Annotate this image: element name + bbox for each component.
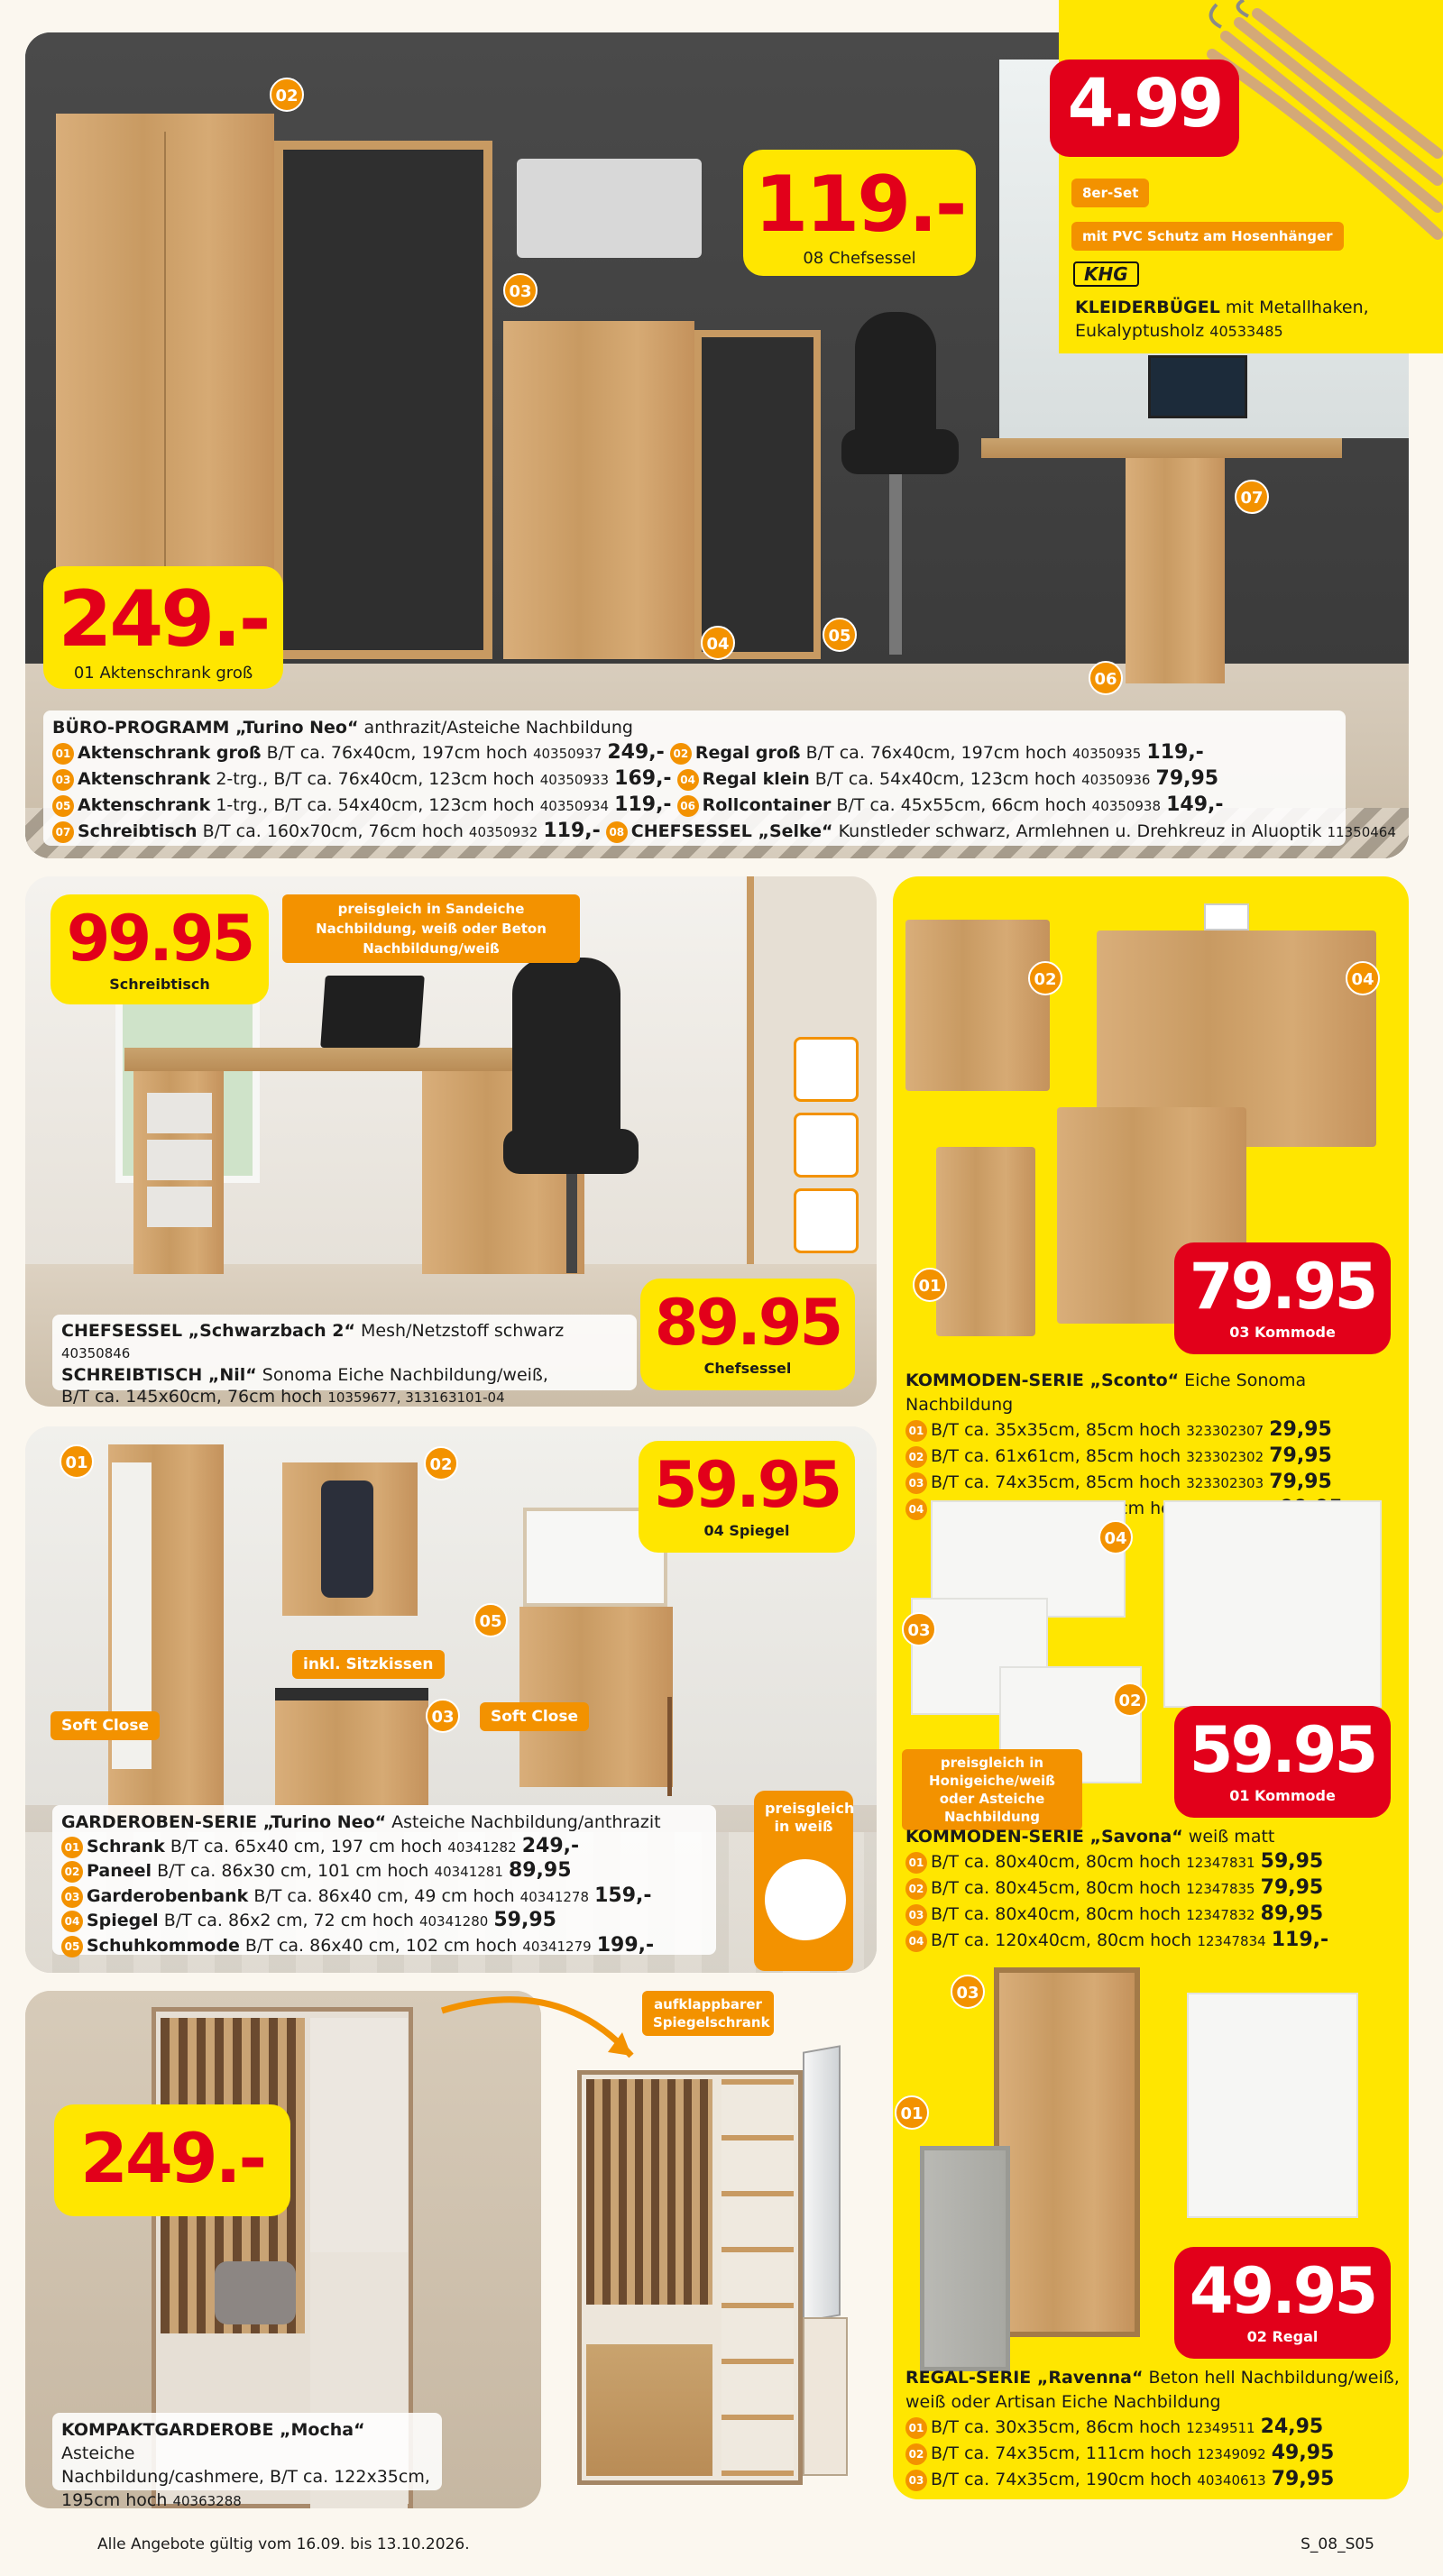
marker-savona-03: 03 (902, 1612, 936, 1646)
price-chefsessel-2: 89.95 (654, 1286, 841, 1360)
marker-garderobe-05: 05 (473, 1603, 508, 1637)
brand-khg: KHG (1073, 261, 1139, 287)
caption-chefsessel-2: Chefsessel (703, 1360, 792, 1377)
caption-sconto: 03 Kommode (1229, 1324, 1336, 1341)
marker-sconto-04: 04 (1346, 961, 1380, 995)
marker-garderobe-03: 03 (426, 1699, 460, 1733)
kommoden-panel (893, 876, 1409, 2499)
price-tag-chefsessel-2 (640, 1279, 855, 1390)
marker-05: 05 (823, 618, 857, 652)
savona-description: KOMMODEN-SERIE „Savona“ weiß matt 01 B/T ca. 80x40cm, 80cm hoch 12347831 59,95 02 B/T ca. 80x45cm, 80cm hoch 12347835 79,95 03 B/T ca. 80x40cm, 80cm hoch 12347832 89,95 04 B/T ca. 120x40cm, 80cm hoch 12347834 119,- (905, 1827, 1329, 1951)
caption-spiegel: 04 Spiegel (703, 1522, 790, 1539)
price-sconto: 79.95 (1189, 1250, 1376, 1324)
price-mocha: 249.- (79, 2118, 265, 2198)
badge-preisgleich-weiss-text: preisgleich in weiß (765, 1800, 855, 1835)
hanger-panel (1059, 0, 1443, 353)
badge-spiegelschrank: aufklappbarer Spiegelschrank (642, 1991, 774, 2036)
price-schreibtisch: 99.95 (66, 902, 253, 976)
color-swatch-white (765, 1859, 846, 1940)
marker-ravenna-01: 01 (895, 2095, 929, 2130)
marker-02: 02 (270, 78, 304, 112)
office-row: 03 Aktenschrank 2-trg., B/T ca. 76x40cm, 123cm hoch 40350933 169,- 04 Regal klein B/T ca. 54x40cm, 123cm hoch 40350936 79,95 (52, 766, 1337, 793)
chair-detail-2 (794, 1113, 859, 1178)
badge-preisgleich-savona: preisgleich in Honigeiche/weiß oder Asteiche Nachbildung (902, 1749, 1082, 1830)
marker-sconto-02: 02 (1028, 961, 1062, 995)
badge-soft-close-2: Soft Close (480, 1702, 589, 1731)
garderobe-panel (25, 1426, 877, 1973)
price-tag-ravenna (1174, 2247, 1391, 2359)
mocha-open-wardrobe (559, 1984, 875, 2516)
marker-ravenna-03: 03 (951, 1975, 985, 2009)
garderobe-description: GARDEROBEN-SERIE „Turino Neo“ Asteiche Nachbildung/anthrazit 01 Schrank B/T ca. 65x40 cm, 197 cm hoch 40341282 249,- 02 Paneel B/T ca. 86x30 cm, 101 cm hoch 40341281 89,95 03 Garderobenbank B/T ca. 86x40 cm, 49 cm hoch 40341278 159,- 04 Spiegel B/T ca. 86x2 cm, 72 cm hoch 40341280 59,95 05 Schuhkommode B/T ca. 86x40 cm, 102 cm hoch 40341279 199,- (52, 1805, 716, 1955)
marker-04: 04 (701, 626, 735, 660)
price-aktenschrank: 249.- (58, 574, 269, 665)
marker-sconto-01: 01 (913, 1268, 947, 1302)
price-tag-aktenschrank (43, 566, 283, 689)
price-tag-chefsessel (743, 150, 976, 276)
marker-savona-02: 02 (1113, 1682, 1147, 1717)
badge-preisgleich-schreibtisch: preisgleich in Sandeiche Nachbildung, weiß oder Beton Nachbildung/weiß (282, 894, 580, 963)
price-tag-mocha (54, 2104, 290, 2216)
price-ravenna: 49.95 (1189, 2254, 1376, 2328)
arrow-icon (424, 1984, 649, 2083)
office-row: 01 Aktenschrank groß B/T ca. 76x40cm, 197cm hoch 40350937 249,- 02 Regal groß B/T ca. 76x40cm, 197cm hoch 40350935 119,- (52, 740, 1337, 766)
marker-03: 03 (503, 273, 538, 307)
price-tag-spiegel (639, 1441, 855, 1553)
price-chefsessel: 119.- (754, 160, 965, 250)
price-tag-kleiderbuegel (1050, 60, 1239, 157)
sconto-description: KOMMODEN-SERIE „Sconto“ Eiche Sonoma Nachbildung 01 B/T ca. 35x35cm, 85cm hoch 323302307 29,95 02 B/T ca. 61x61cm, 85cm hoch 323302302 79,95 03 B/T ca. 74x35cm, 85cm hoch 323302303 79,95 04 (905, 1369, 1402, 1522)
office-description (43, 710, 1396, 846)
desk-description: CHEFSESSEL „Schwarzbach 2“ Mesh/Netzstoff schwarz 40350846 SCHREIBTISCH „Nil“ Sonoma Eiche Nachbildung/weiß, B/T ca. 145x60cm, 76cm hoch 10359677, 313163101-04 (52, 1315, 637, 1390)
caption-aktenschrank: 01 Aktenschrank groß (73, 664, 253, 683)
badge-sitzkissen: inkl. Sitzkissen (292, 1650, 445, 1679)
chair-detail-3 (794, 1188, 859, 1253)
badge-soft-close-1: Soft Close (51, 1711, 160, 1740)
badge-pvc-schutz: mit PVC Schutz am Hosenhänger (1071, 222, 1344, 251)
footer-code: S_08_S05 (1301, 2535, 1374, 2553)
price-savona: 59.95 (1189, 1713, 1376, 1787)
desk-panel (25, 876, 877, 1407)
chair-detail-1 (794, 1037, 859, 1102)
price-spiegel: 59.95 (653, 1448, 841, 1522)
marker-garderobe-01: 01 (60, 1444, 94, 1479)
footer-validity: Alle Angebote gültig vom 16.09. bis 13.10.2026. (97, 2535, 470, 2553)
caption-ravenna: 02 Regal (1246, 2328, 1319, 2345)
ravenna-description: REGAL-SERIE „Ravenna“ Beton hell Nachbildung/weiß, weiß oder Artisan Eiche Nachbildung 01 B/T ca. 30x35cm, 86cm hoch 12349511 24,95 02 B/T ca. 74x35cm, 111cm hoch 12349092 49,95 03 B/T ca. 74x35cm, 190cm hoch 40340613 79,95 (905, 2368, 1400, 2490)
price-tag-schreibtisch (51, 894, 269, 1004)
marker-06: 06 (1089, 661, 1123, 695)
caption-schreibtisch: Schreibtisch (109, 976, 210, 993)
badge-8er-set: 8er-Set (1071, 179, 1149, 207)
price-kleiderbuegel: 4.99 (1067, 65, 1222, 142)
price-tag-sconto (1174, 1242, 1391, 1354)
price-tag-savona (1174, 1706, 1391, 1818)
marker-savona-04: 04 (1098, 1520, 1133, 1554)
office-row: 07 Schreibtisch B/T ca. 160x70cm, 76cm hoch 40350932 119,- 08 CHEFSESSEL „Selke“ Kunstleder schwarz, Armlehnen u. Drehkreuz in Aluoptik 11350464 (52, 819, 1337, 845)
marker-07: 07 (1235, 480, 1269, 514)
office-title: BÜRO-PROGRAMM „Turino Neo“ anthrazit/Asteiche Nachbildung (52, 718, 633, 738)
caption-chefsessel: 08 Chefsessel (803, 249, 916, 268)
office-row: 05 Aktenschrank 1-trg., B/T ca. 54x40cm, 123cm hoch 40350934 119,- 06 Rollcontainer B/T ca. 45x55cm, 66cm hoch 40350938 149,- (52, 793, 1337, 819)
badge-preisgleich-weiss (754, 1791, 853, 1971)
hanger-description: KLEIDERBÜGEL mit Metallhaken, Eukalyptusholz 40533485 (1075, 298, 1369, 341)
mocha-description: KOMPAKTGARDEROBE „Mocha“ Asteiche Nachbildung/cashmere, B/T ca. 122x35cm, 195cm hoch 40363288 (52, 2413, 442, 2490)
marker-garderobe-02: 02 (424, 1446, 458, 1481)
caption-savona: 01 Kommode (1229, 1787, 1336, 1804)
